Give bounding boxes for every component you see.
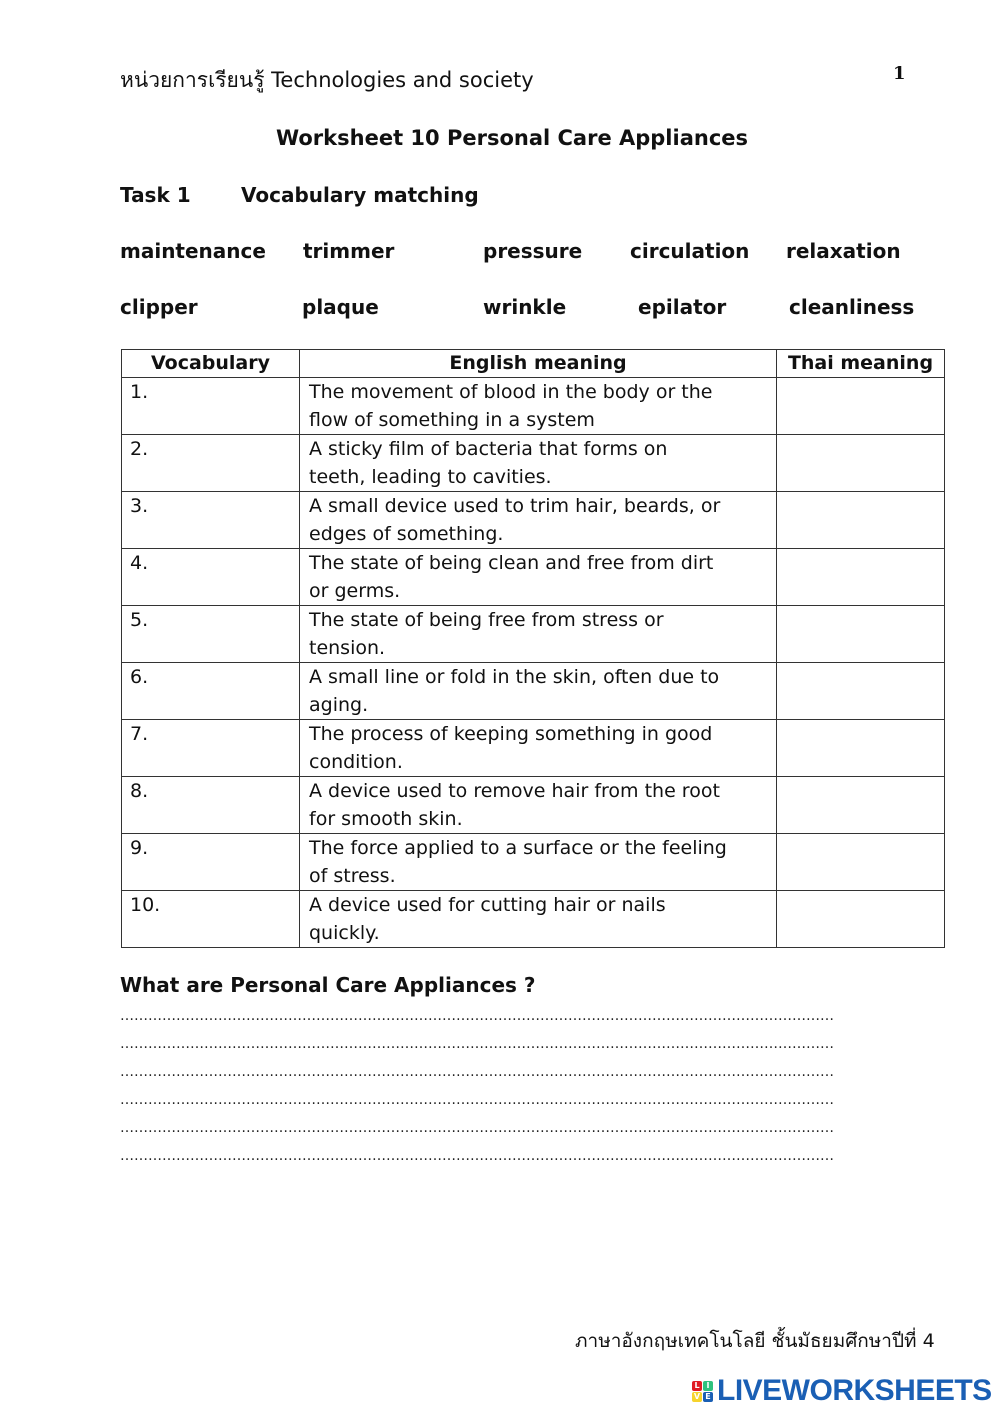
meaning-line: for smooth skin. — [309, 808, 463, 830]
word-bank-item: relaxation — [786, 239, 901, 263]
worksheet-title: Worksheet 10 Personal Care Appliances — [275, 126, 749, 150]
thai-meaning-cell[interactable] — [777, 606, 945, 663]
meaning-line: The movement of blood in the body or the — [309, 381, 713, 403]
meaning-line: A device used for cutting hair or nails — [309, 894, 666, 916]
english-meaning-cell — [300, 663, 777, 720]
english-meaning-cell — [300, 549, 777, 606]
word-bank-item: cleanliness — [789, 295, 915, 319]
word-bank-item: maintenance — [120, 239, 266, 263]
meaning-line: or germs. — [309, 580, 401, 602]
task-label: Task 1 — [120, 183, 191, 207]
meaning-line: The force applied to a surface or the feeling — [309, 837, 727, 859]
footer-course-text: ภาษาอังกฤษเทคโนโลยี ชั้นมัธยมศึกษาปีที่ 4 — [575, 1330, 935, 1352]
meaning-line: A small line or fold in the skin, often due to — [309, 666, 720, 688]
meaning-line: of stress. — [309, 865, 396, 887]
column-header-english-meaning: English meaning — [300, 350, 777, 378]
vocabulary-cell[interactable]: 1. — [122, 378, 300, 435]
meaning-line: teeth, leading to cavities. — [309, 466, 552, 488]
thai-meaning-cell[interactable] — [777, 492, 945, 549]
meaning-line: A sticky film of bacteria that forms on — [309, 438, 668, 460]
meaning-line: condition. — [309, 751, 403, 773]
thai-meaning-cell[interactable] — [777, 378, 945, 435]
liveworksheets-badge-icon — [692, 1381, 713, 1402]
thai-meaning-cell[interactable] — [777, 834, 945, 891]
meaning-line: The process of keeping something in good — [309, 723, 713, 745]
word-bank-item: clipper — [120, 295, 198, 319]
vocabulary-cell[interactable]: 9. — [122, 834, 300, 891]
table-row — [122, 378, 945, 435]
table-row — [122, 891, 945, 948]
answer-line[interactable]: ……………………………………………………………………………………………………………………………………… — [120, 1064, 834, 1080]
vocabulary-cell[interactable]: 4. — [122, 549, 300, 606]
answer-line[interactable]: ……………………………………………………………………………………………………………………………………… — [120, 1092, 834, 1108]
english-meaning-cell — [300, 891, 777, 948]
meaning-line: The state of being clean and free from dirt — [309, 552, 714, 574]
meaning-line: tension. — [309, 637, 386, 659]
thai-meaning-cell[interactable] — [777, 720, 945, 777]
english-meaning-cell — [300, 606, 777, 663]
answer-line[interactable]: ……………………………………………………………………………………………………………………………………… — [120, 1036, 834, 1052]
vocabulary-cell[interactable]: 5. — [122, 606, 300, 663]
table-row — [122, 549, 945, 606]
english-meaning-cell — [300, 435, 777, 492]
liveworksheets-logo — [692, 1374, 992, 1408]
vocabulary-cell[interactable]: 6. — [122, 663, 300, 720]
badge-letter: V — [693, 1391, 701, 1401]
vocabulary-cell[interactable]: 2. — [122, 435, 300, 492]
meaning-line: A small device used to trim hair, beards, or — [309, 495, 721, 517]
answer-line[interactable]: ……………………………………………………………………………………………………………………………………… — [120, 1148, 834, 1164]
column-header-vocabulary: Vocabulary — [122, 350, 300, 378]
vocabulary-cell[interactable]: 3. — [122, 492, 300, 549]
english-meaning-cell — [300, 378, 777, 435]
column-header-thai-meaning: Thai meaning — [777, 350, 945, 378]
vocabulary-table — [121, 349, 945, 948]
table-row — [122, 606, 945, 663]
word-bank-item: wrinkle — [483, 295, 567, 319]
english-meaning-cell — [300, 720, 777, 777]
page-number: 1 — [893, 63, 906, 84]
meaning-line: flow of something in a system — [309, 409, 595, 431]
thai-meaning-cell[interactable] — [777, 777, 945, 834]
english-meaning-cell — [300, 777, 777, 834]
table-row — [122, 777, 945, 834]
question-heading: What are Personal Care Appliances ? — [120, 973, 536, 997]
thai-meaning-cell[interactable] — [777, 891, 945, 948]
thai-meaning-cell[interactable] — [777, 549, 945, 606]
task-name: Vocabulary matching — [241, 183, 479, 207]
meaning-line: aging. — [309, 694, 369, 716]
word-bank-item: epilator — [638, 295, 727, 319]
answer-line[interactable]: ……………………………………………………………………………………………………………………………………… — [120, 1008, 834, 1024]
english-meaning-cell — [300, 834, 777, 891]
table-row — [122, 492, 945, 549]
vocabulary-cell[interactable]: 10. — [122, 891, 300, 948]
answer-line[interactable]: ……………………………………………………………………………………………………………………………………… — [120, 1120, 834, 1136]
word-bank-item: trimmer — [303, 239, 395, 263]
word-bank-item: pressure — [483, 239, 583, 263]
thai-meaning-cell[interactable] — [777, 663, 945, 720]
word-bank-item: plaque — [302, 295, 379, 319]
meaning-line: A device used to remove hair from the root — [309, 780, 720, 802]
table-row — [122, 720, 945, 777]
vocabulary-cell[interactable]: 8. — [122, 777, 300, 834]
english-meaning-cell — [300, 492, 777, 549]
meaning-line: The state of being free from stress or — [309, 609, 664, 631]
badge-letter: I — [703, 1381, 713, 1391]
table-row — [122, 435, 945, 492]
word-bank-item: circulation — [630, 239, 750, 263]
badge-letter: L — [692, 1381, 702, 1391]
badge-letter: E — [703, 1392, 713, 1402]
liveworksheets-logo-text: LIVEWORKSHEETS — [717, 1374, 992, 1407]
thai-meaning-cell[interactable] — [777, 435, 945, 492]
unit-title: หน่วยการเรียนรู้ Technologies and society — [120, 68, 534, 92]
table-header-row — [122, 350, 945, 378]
meaning-line: quickly. — [309, 922, 380, 944]
meaning-line: edges of something. — [309, 523, 504, 545]
vocabulary-cell[interactable]: 7. — [122, 720, 300, 777]
table-row — [122, 663, 945, 720]
table-row — [122, 834, 945, 891]
